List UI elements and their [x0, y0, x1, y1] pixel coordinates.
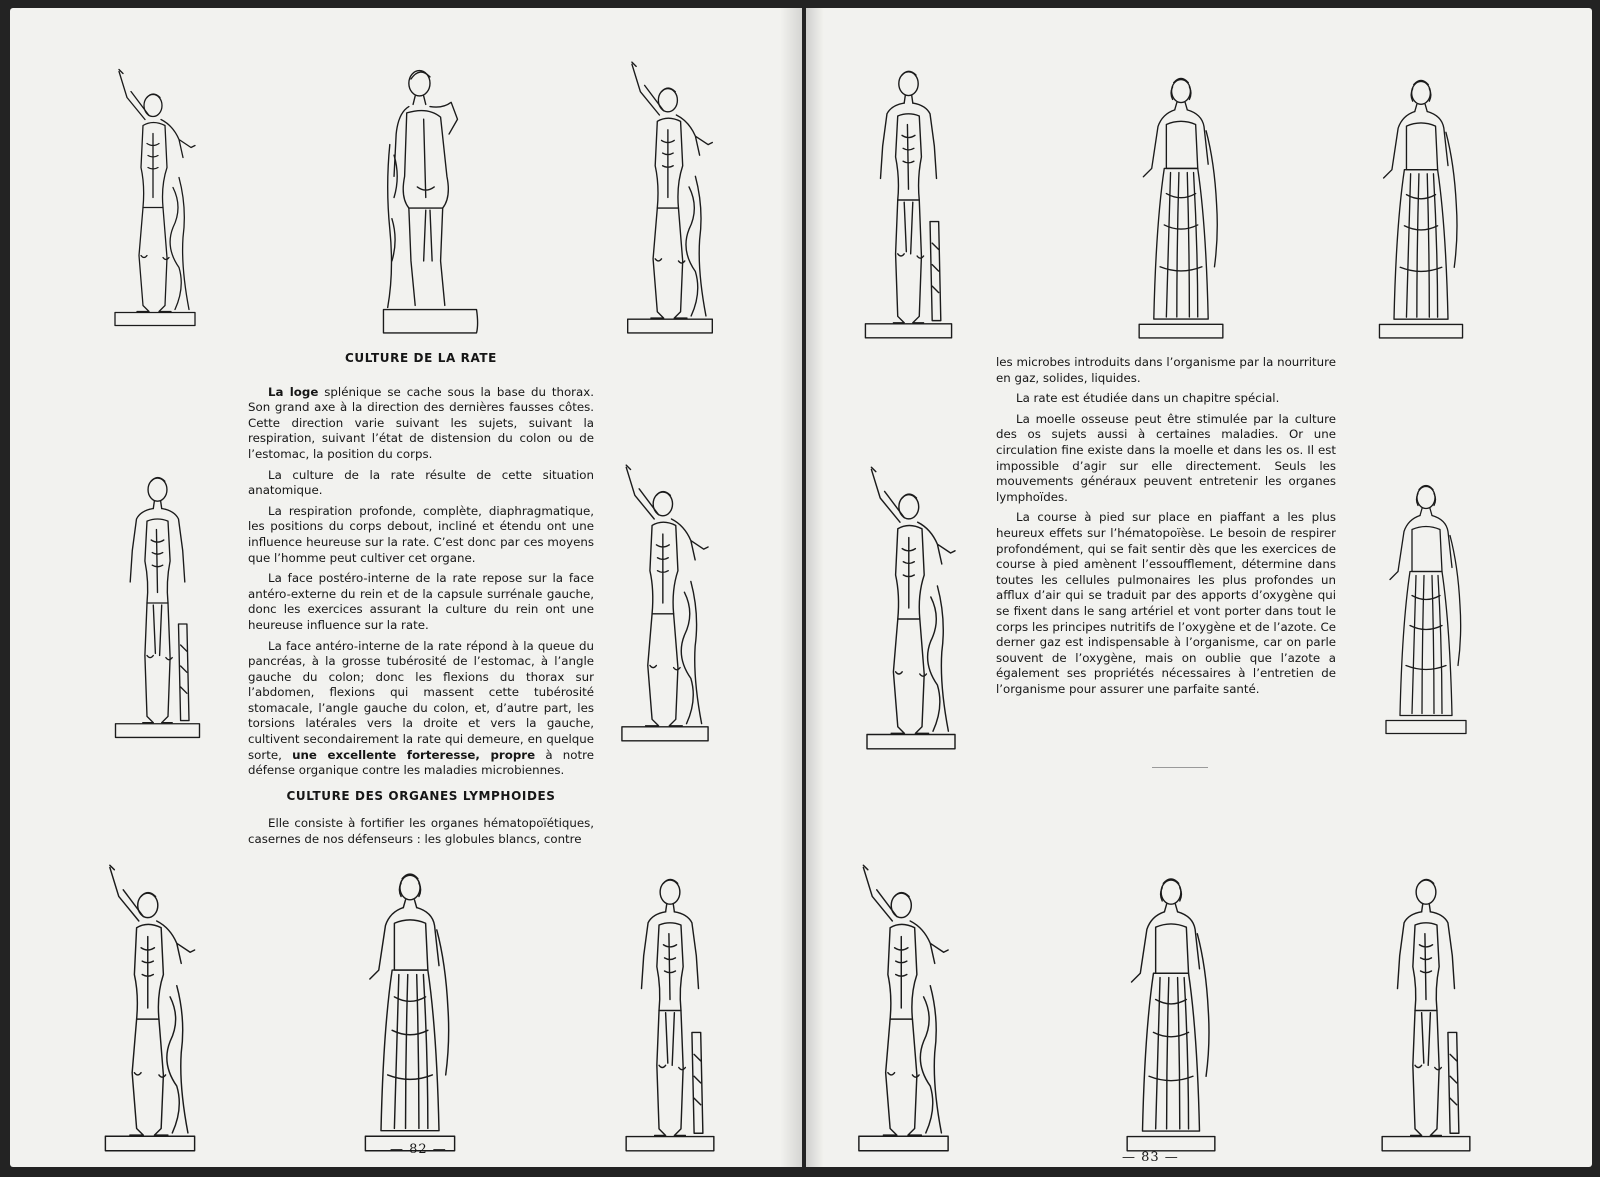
left-page [10, 8, 802, 1167]
statue-raised-arm-serpent-left [105, 60, 205, 335]
paragraph: La face postéro-interne de la rate repose sur la face antéro-externe du rein et de la capsule surrénale gauche, donc les exercices assurant la culture du rein ont une heureuse influence sur la rate. [248, 571, 594, 632]
paragraph: Elle consiste à fortifier les organes hématopoïétiques, casernes de nos défenseurs : les globules blancs, contre [248, 816, 594, 847]
paragraph: La culture de la rate résulte de cette situation anatomique. [248, 467, 594, 498]
gutter-shadow [806, 8, 824, 1167]
statue-youth-with-lyre [1356, 868, 1496, 1153]
paragraph: La course à pied sur place en piaffant a les plus heureux effets sur l’hématopoïèse. Le besoin de respirer profondément, qui se fait sentir dès que les exercices de course à pied amènent l’essoufflement, détermine dans toutes les cellules pulmonaires les plus profondes un afflux d’air qui se traduit par des apports d’oxygène qui se fixent dans le sang artériel et vont porter dans tout le corps les principes nutritifs de l’oxygène et de l’azote. Ce derner gaz est indispensable à l’organisme, car on parle souvent de l’oxygène, mais on oublie que l’azote a également ses propriétés nécessaires à l’entretien de l’organisme pour assurer une parfaite santé. [996, 510, 1336, 696]
text-column-left [248, 351, 594, 853]
section-title-rate: CULTURE DE LA RATE [345, 351, 497, 365]
page-number: — 82 — [390, 1142, 447, 1157]
right-page [806, 8, 1592, 1167]
statue-warrior-helmet [345, 863, 475, 1153]
section-divider [1152, 767, 1208, 768]
statue-draped-youth [1346, 70, 1496, 340]
statue-cloaked-figure [1376, 463, 1476, 748]
page-number: — 83 — [1122, 1150, 1179, 1165]
section-title-lymphoid: CULTURE DES ORGANES LYMPHOIDES [286, 788, 556, 803]
paragraph [248, 385, 594, 463]
paragraph-text: La face antéro-interne de la rate répond à la queue du pancréas, à la grosse tubérosité de l’estomac, à l’angle gauche du colon; donc les flexions du thorax sur l’abdomen, flexions qui massent cette tubérosité stomacale, l’angle gauche du colon, et, d’autre part, les torsions latérales vers la droite et vers la gauche, cultivent secondairement la rate qui demeure, en quelque sorte, [248, 638, 594, 762]
paragraph: La rate est étudiée dans un chapitre spécial. [1016, 391, 1280, 406]
paragraph: La moelle osseuse peut être stimulée par la culture des os sujets aussi à certaines maladies. Or une circulation fine existe dans la moelle et dans les os. Il est impossible d’agir sur elle directement. Seuls les mouvements généraux peuvent entretenir les organes lymphoïdes. [996, 411, 1336, 504]
statue-arms-raised [600, 60, 740, 335]
statue-back-view [365, 60, 495, 335]
paragraph-text: à notre défense organique contre les maladies microbiennes. [248, 747, 594, 778]
statue-arm-on-head [610, 463, 720, 743]
statue-arm-behind-head [856, 463, 966, 753]
statue-bearded-helmeted-man [1106, 868, 1236, 1153]
statue-arm-raised-on-trunk [80, 863, 220, 1153]
statue-standing-male [841, 60, 976, 340]
paragraph [248, 639, 594, 779]
statue-lyre-player [600, 868, 740, 1153]
statue-draped-goddess-lion [1106, 68, 1256, 340]
lead-text: La loge [268, 384, 319, 399]
gutter-shadow [780, 8, 802, 1167]
paragraph: les microbes introduits dans l’organisme par la nourriture en gaz, solides, liquides. [996, 355, 1336, 385]
statue-flute-player [105, 463, 210, 743]
paragraph: La respiration profonde, complète, diaphragmatique, les positions du corps debout, incliné et étendu ont une influence heureuse sur la rate. C’est donc par ces moyens que l’homme peut cultiver cet organe. [248, 503, 594, 565]
paragraph-text: splénique se cache sous la base du thorax. Son grand axe à la direction des dernières fausses côtes. Cette direction varie suivant les sujets, suivant la respiration, suivant l’état de distension du colon ou de l’estomac, la position du corps. [248, 384, 594, 461]
text-column-right [996, 355, 1336, 702]
bold-text: une excellente forteresse, propre [292, 747, 536, 762]
statue-venus-arm-raised [846, 863, 961, 1153]
